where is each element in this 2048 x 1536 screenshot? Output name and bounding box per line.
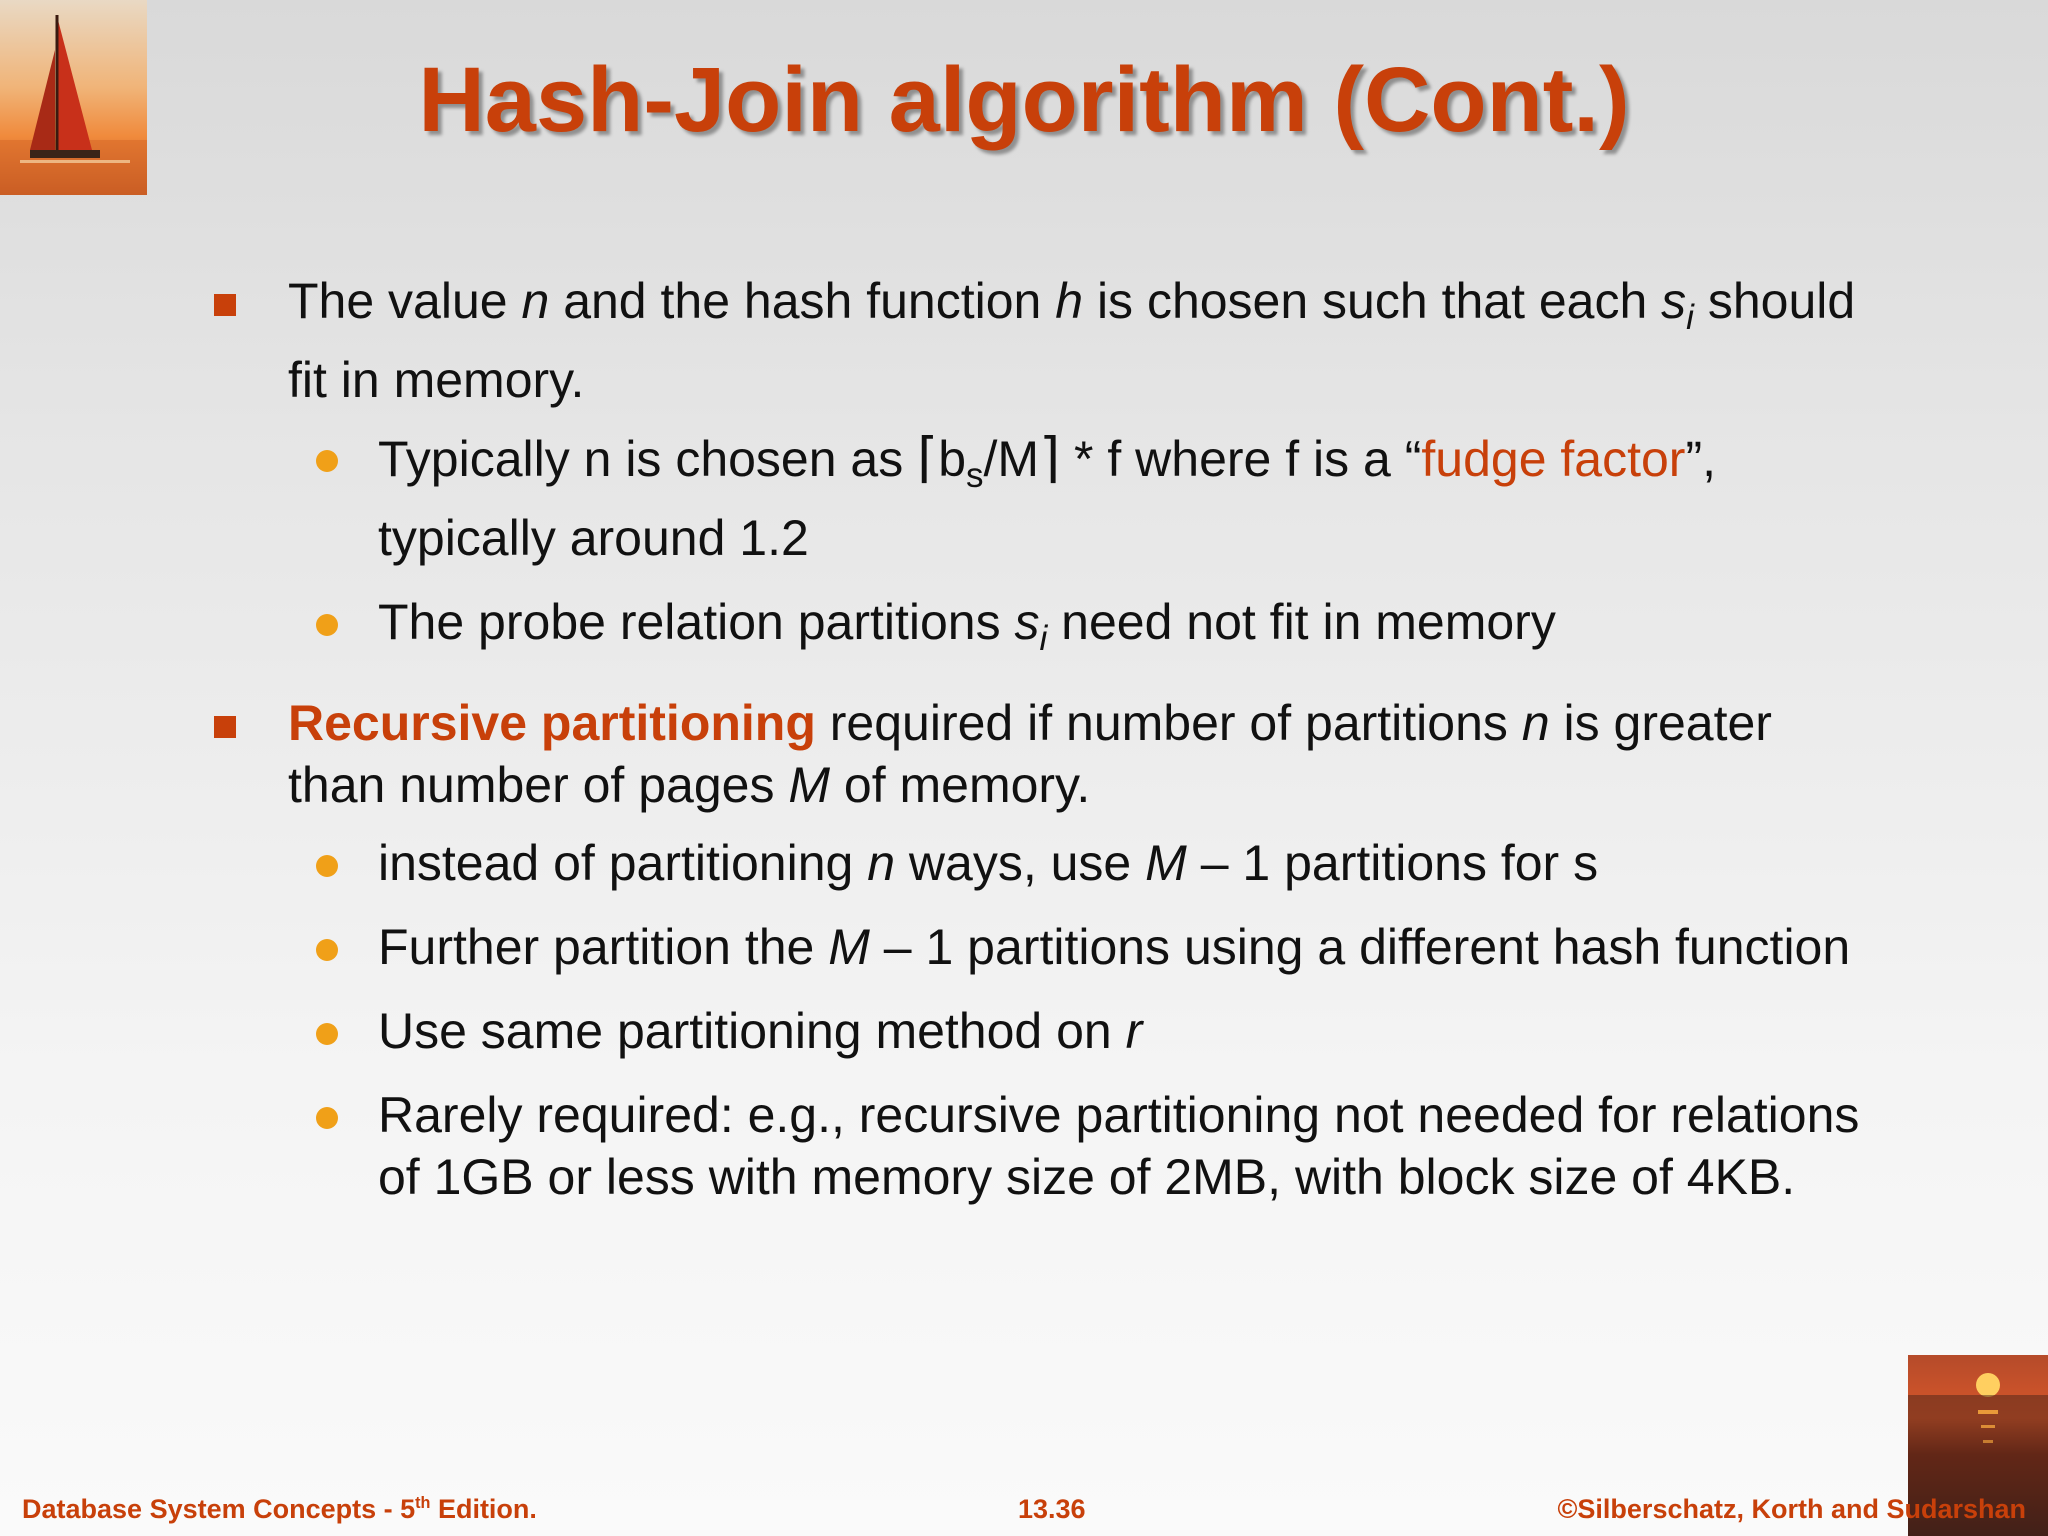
bullet-hash-function-choice: The value n and the hash function h is chosen such that each $s_i$ should fit in memory. — [210, 270, 1860, 411]
footer-book-title: Database System Concepts - 5th Edition. — [22, 1494, 537, 1524]
slide-body — [210, 270, 1860, 1230]
round-bullet-icon — [316, 1107, 338, 1129]
subbullet-further-partition: Further partition the M – 1 partitions using a different hash function — [210, 916, 1860, 978]
subbullet-probe-relation: The probe relation partitions $s_i$ need not fit in memory — [210, 591, 1860, 670]
square-bullet-icon — [214, 716, 236, 738]
bullet-recursive-partitioning: Recursive partitioning required if number of partitions n is greater than number of pages M of memory. — [210, 692, 1860, 816]
square-bullet-icon — [214, 294, 236, 316]
subbullet-fudge-factor: Typically n is chosen as $⌈b_s/M⌉$ * f where f is a “fudge factor”, typically around 1.2 — [210, 427, 1860, 569]
subbullet-rarely-required: Rarely required: e.g., recursive partitioning not needed for relations of 1GB or less with memory size of 2MB, with block size of 4KB. — [210, 1084, 1860, 1208]
round-bullet-icon — [316, 614, 338, 636]
round-bullet-icon — [316, 450, 338, 472]
footer-copyright: ©Silberschatz, Korth and Sudarshan — [1557, 1494, 2026, 1524]
footer-slide-number: 13.36 — [1018, 1494, 1086, 1524]
slide-title: Hash-Join algorithm (Cont.) — [418, 49, 1630, 151]
subbullet-partition-ways: instead of partitioning n ways, use M – 1 partitions for s — [210, 832, 1860, 894]
fudge-factor-highlight: fudge factor — [1421, 431, 1686, 487]
round-bullet-icon — [316, 855, 338, 877]
round-bullet-icon — [316, 1023, 338, 1045]
subbullet-same-method: Use same partitioning method on r — [210, 1000, 1860, 1062]
round-bullet-icon — [316, 939, 338, 961]
recursive-partitioning-highlight: Recursive partitioning — [288, 695, 816, 751]
